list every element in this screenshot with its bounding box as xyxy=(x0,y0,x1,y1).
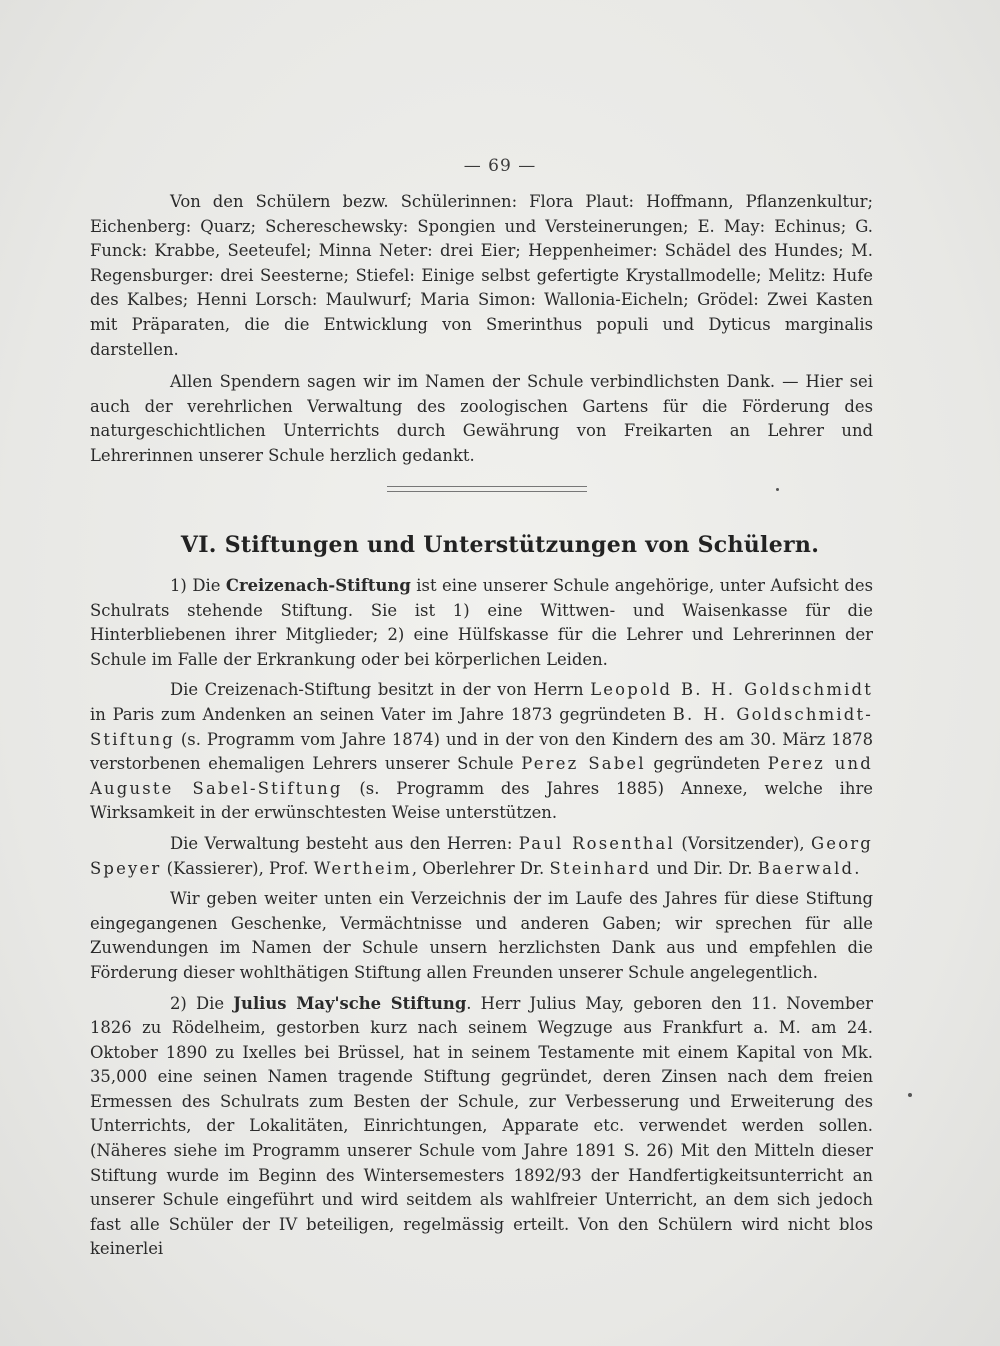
creizenach-paragraph xyxy=(90,574,873,672)
name-goldschmidt-stiftung: B. H. Goldschmidt-Stiftung xyxy=(90,704,873,749)
text-span: (Kassierer), Prof. xyxy=(161,858,314,878)
donor-list-paragraph: Von den Schülern bezw. Schülerinnen: Flora Plaut: Hoffmann, Pflanzenkultur; Eichenberg: Quarz; Schereschewsky: Spongien und Versteinerungen; E. May: Echinus; G. Funck: Krabbe, Seeteufel; Minna Neter: drei Eier; Heppenheimer: Schädel des Hundes; M. Regensburger: drei Seesterne; Stiefel: Einige selbst gefertigte Krystallmodelle; Melitz: Hufe des Kalbes; Henni Lorsch: Maulwurf; Maria Simon: Wallonia-Eicheln; Grödel: Zwei Kasten mit Präparaten, die die Entwicklung von Smerinthus populi und Dyticus marginalis darstellen. xyxy=(90,192,873,359)
text-span: Die Verwaltung besteht aus den Herren: xyxy=(170,833,519,853)
may-lead: 2) Die xyxy=(170,993,234,1013)
section-heading: VI. Stiftungen und Unterstützungen von Schülern. xyxy=(180,532,820,558)
text-span: Die Creizenach-Stiftung besitzt in der von Herrn xyxy=(170,680,591,700)
text-span: gegründeten xyxy=(645,754,768,774)
text-span: (Vorsitzender), xyxy=(674,833,811,853)
may-stiftung-name: Julius May'sche Stiftung xyxy=(233,993,467,1013)
name-perez-sabel: Perez Sabel xyxy=(521,754,646,774)
donations-paragraph: Wir geben weiter unten ein Verzeichnis der im Laufe des Jahres für diese Stiftung eingegangenen Geschenke, Vermächtnisse und anderen Gaben; wir sprechen für alle Zuwendungen im Namen der Schule unsern herzlichsten Dank aus und empfehlen die Förderung dieser wohlthätigen Stiftung allen Freunden unserer Schule angelegentlich. xyxy=(90,889,873,982)
creizenach-lead: 1) Die xyxy=(170,576,226,595)
text-span: und Dir. Dr. xyxy=(651,858,758,878)
thanks-paragraph: Allen Spendern sagen wir im Namen der Schule verbindlichsten Dank. — Hier sei auch der verehrlichen Verwaltung des zoologischen Gartens für die Förderung des naturgeschichtlichen Unterrichts durch Gewährung von Freikarten an Lehrer und Lehrerinnen unserer Schule herzlich gedankt. xyxy=(90,372,873,465)
text-span: in Paris zum Andenken an seinen Vater im Jahre 1873 gegründeten xyxy=(90,704,673,724)
text-span: (s. Programm vom Jahre 1874) und in der von den Kindern des am 30. März 1878 verstorbenen ehemaligen Lehrers unserer Schule xyxy=(90,729,873,774)
scan-speck xyxy=(908,1093,912,1097)
name-rosenthal: Paul Rosenthal xyxy=(518,833,675,853)
name-speyer: Georg Speyer xyxy=(90,833,873,878)
name-wertheim: Wertheim xyxy=(313,858,412,878)
may-text: . Herr Julius May, geboren den 11. November 1826 zu Rödelheim, gestorben kurz nach seinem Wegzuge aus Frankfurt a. M. am 24. Oktober 1890 zu Ixelles bei Brüssel, hat in seinem Testamente mit einem Kapital von Mk. 35,000 eine seinen Namen tragende Stiftung gegründet, deren Zinsen nach dem freien Ermessen des Schulrats zum Besten der Schule, zur Verbesserung und Erweiterung des Unterrichts, der Lokalitäten, Einrichtungen, Apparate etc. verwendet werden sollen. (Näheres siehe im Programm unserer Schule vom Jahre 1891 S. 26) Mit den Mitteln dieser Stiftung wurde im Beginn des Wintersemesters 1892/93 der Handfertigkeitsunterricht an unserer Schule eingeführt und wird seitdem als wahlfreier Unterricht, an dem sich jedoch fast alle Schüler der IV beteiligen, regelmässig erteilt. Von den Schülern wird nicht blos keinerlei xyxy=(90,993,874,1259)
name-sabel-stiftung: Perez und Auguste Sabel-Stiftung xyxy=(90,754,873,798)
text-span: . xyxy=(854,858,860,878)
administration-paragraph xyxy=(90,832,873,881)
may-stiftung-paragraph xyxy=(90,992,873,1263)
creizenach-name: Creizenach-Stiftung xyxy=(225,576,411,595)
scan-speck xyxy=(776,488,779,491)
name-steinhard: Steinhard xyxy=(549,858,652,878)
text-span: , Oberlehrer Dr. xyxy=(411,858,550,878)
goldschmidt-paragraph xyxy=(90,678,873,826)
page-number: — 69 — xyxy=(463,156,537,176)
name-leopold-goldschmidt: Leopold B. H. Goldschmidt xyxy=(590,680,873,700)
section-divider xyxy=(387,486,587,492)
foundations-section xyxy=(90,574,873,1268)
donor-list-section xyxy=(90,190,873,469)
name-baerwald: Baerwald xyxy=(757,858,855,878)
creizenach-text: ist eine unserer Schule angehörige, unter Aufsicht des Schulrats stehende Stiftung. Sie ist 1) eine Wittwen- und Waisenkasse für die Hinterbliebenen ihrer Mitglieder; 2) eine Hülfskasse für die Lehrer und Lehrerinnen der Schule im Falle der Erkrankung oder bei körperlichen Leiden. xyxy=(90,576,874,669)
text-span: (s. Programm des Jahres 1885) Annexe, welche ihre Wirksamkeit in der erwünschtesten Weise unterstützen. xyxy=(90,778,873,823)
